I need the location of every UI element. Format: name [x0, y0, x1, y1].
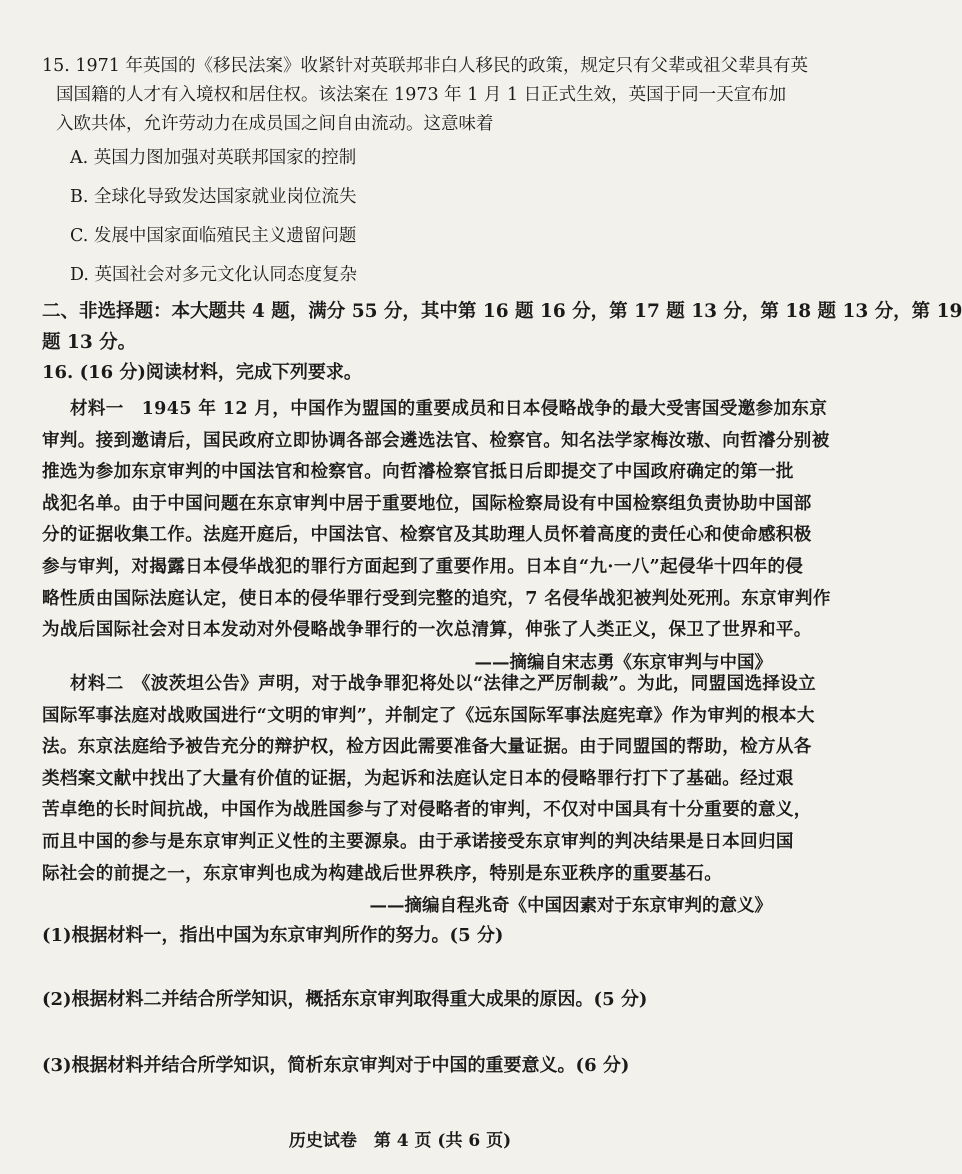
question-15-option-b: B. 全球化导致发达国家就业岗位流失 [70, 187, 357, 207]
page-footer: 历史试卷 第 4 页 (共 6 页) [288, 1131, 512, 1151]
material-1-line-7: 略性质由国际法庭认定，使日本的侵华罪行受到完整的追究，7 名侵华战犯被判处死刑。东京审判作 [42, 588, 831, 609]
section-2-heading [42, 296, 962, 358]
material-1-line-4: 战犯名单。由于中国问题在东京审判中居于重要地位，国际检察局设有中国检察组负责协助中国部 [42, 493, 812, 514]
material-2-line-7: 际社会的前提之一，东京审判也成为构建战后世界秩序，特别是东亚秩序的重要基石。 [42, 863, 723, 884]
question-15 [42, 52, 808, 295]
material-1-line-6: 参与审判，对揭露日本侵华战犯的罪行方面起到了重要作用。日本自“九·一八”起侵华十四年的侵 [42, 556, 804, 577]
subquestion-2: (2)根据材料二并结合所学知识，概括东京审判取得重大成果的原因。(5 分) [42, 989, 648, 1010]
question-15-option-a: A. 英国力图加强对英联邦国家的控制 [70, 148, 357, 168]
question-15-stem-line-2: 国国籍的人才有入境权和居住权。该法案在 1973 年 1 月 1 日正式生效，英国于同一天宣布加 [56, 85, 787, 105]
question-15-stem-line-1: 15. 1971 年英国的《移民法案》收紧针对英联邦非白人移民的政策，规定只有父辈或祖父辈具有英 [42, 56, 808, 76]
material-1-line-2: 审判。接到邀请后，国民政府立即协调各部会遴选法官、检察官。知名法学家梅汝璈、向哲濬分别被 [42, 430, 830, 451]
material-2-line-1: 材料二 《波茨坦公告》声明，对于战争罪犯将处以“法律之严厉制裁”。为此，同盟国选择设立 [70, 674, 817, 694]
subquestion-1: (1)根据材料一，指出中国为东京审判所作的努力。(5 分) [42, 925, 504, 946]
section-2-line-1: 二、非选择题：本大题共 4 题，满分 55 分，其中第 16 题 16 分，第 17 题 13 分，第 18 题 13 分，第 19 [42, 301, 962, 322]
material-1-line-3: 推选为参加东京审判的中国法官和检察官。向哲濬检察官抵日后即提交了中国政府确定的第一批 [42, 462, 794, 483]
material-2-line-5: 苦卓绝的长时间抗战，中国作为战胜国参与了对侵略者的审判，不仅对中国具有十分重要的意义， [42, 800, 812, 821]
section-2-line-2: 题 13 分。 [42, 332, 137, 353]
subquestion-3: (3)根据材料并结合所学知识，简析东京审判对于中国的重要意义。(6 分) [42, 1055, 630, 1076]
material-1-line-5: 分的证据收集工作。法庭开庭后，中国法官、检察官及其助理人员怀着高度的责任心和使命感积极 [42, 525, 812, 546]
material-2-line-3: 法。东京法庭给予被告充分的辩护权，检方因此需要准备大量证据。由于同盟国的帮助，检方从各 [42, 737, 812, 758]
material-2-line-2: 国际军事法庭对战败国进行“文明的审判”，并制定了《远东国际军事法庭宪章》作为审判的根本大 [42, 705, 815, 726]
question-15-option-d: D. 英国社会对多元文化认同态度复杂 [70, 265, 358, 285]
material-2-line-6: 而且中国的参与是东京审判正义性的主要源泉。由于承诺接受东京审判的判决结果是日本回归国 [42, 831, 794, 852]
material-2-source: ——摘编自程兆奇《中国因素对于东京审判的意义》 [369, 896, 772, 917]
material-1-source: ——摘编自宋志勇《东京审判与中国》 [474, 652, 772, 673]
material-1 [42, 394, 831, 679]
material-1-line-1: 材料一 1945 年 12 月，中国作为盟国的重要成员和日本侵略战争的最大受害国受邀参加东京 [70, 399, 828, 419]
material-2-line-4: 类档案文献中找出了大量有价值的证据，为起诉和法庭认定日本的侵略罪行打下了基础。经过艰 [42, 768, 794, 789]
material-1-line-8: 为战后国际社会对日本发动对外侵略战争罪行的一次总清算，伸张了人类正义，保卫了世界和平。 [42, 620, 812, 641]
question-16-header: 16. (16 分)阅读材料，完成下列要求。 [42, 362, 362, 383]
question-15-stem-line-3: 入欧共体，允许劳动力在成员国之间自由流动。这意味着 [56, 114, 494, 134]
material-2 [42, 669, 817, 922]
question-15-option-c: C. 发展中国家面临殖民主义遗留问题 [70, 226, 357, 246]
